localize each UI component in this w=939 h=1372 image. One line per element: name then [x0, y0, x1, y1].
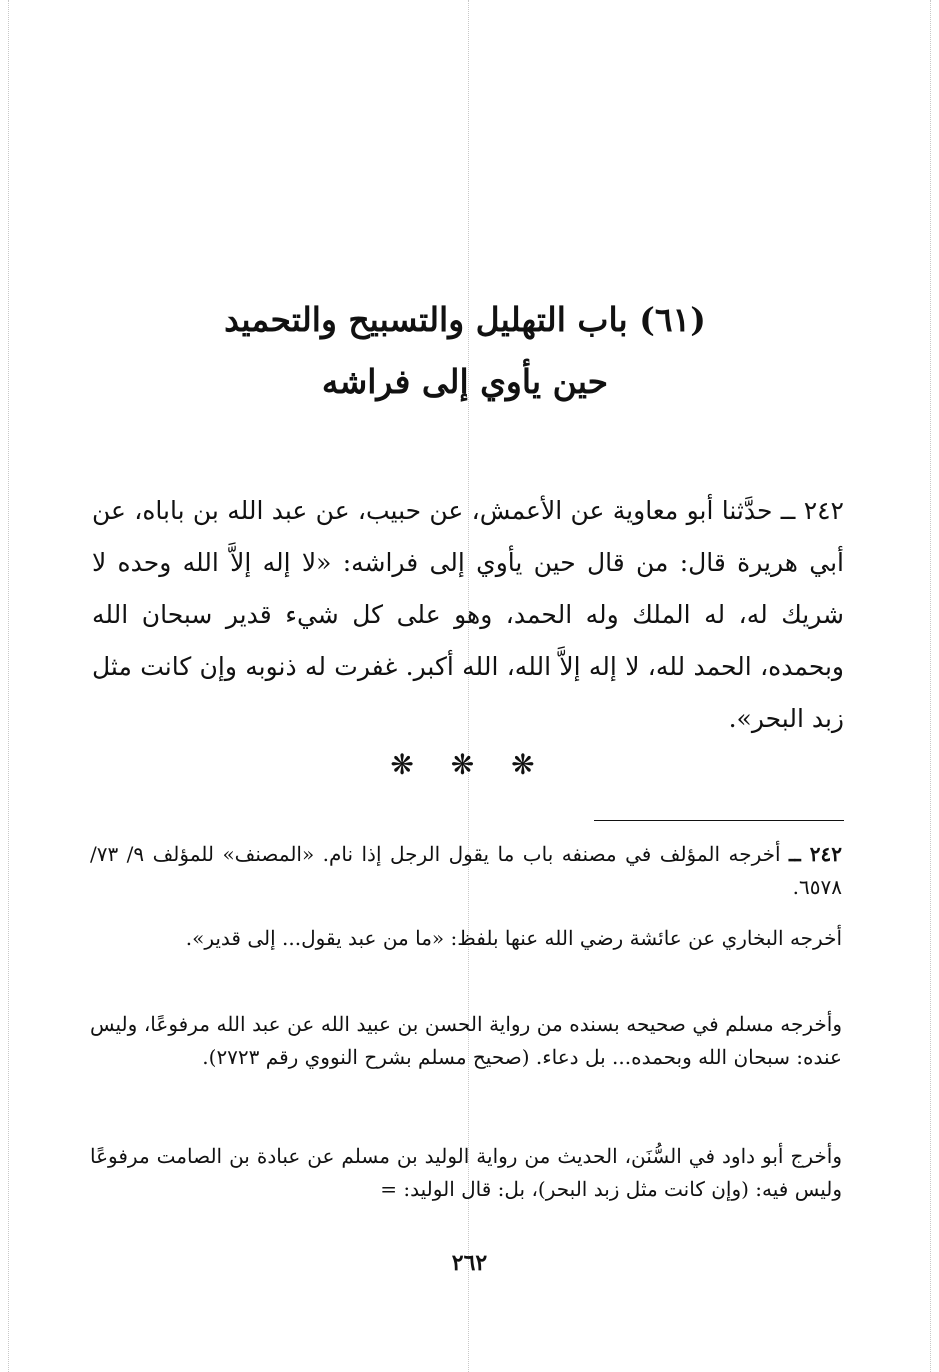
- scan-guide-line: [930, 0, 931, 1372]
- footnote-text: وأخرجه مسلم في صحيحه بسنده من رواية الحسن بن عبيد الله عن عبد الله مرفوعًا، وليس عنده: سبحان الله وبحمده... بل دعاء. (صحيح مسلم بشرح النووي رقم ٢٧٢٣).: [90, 1012, 842, 1069]
- footnote-number: ٢٤٢ ــ: [789, 842, 842, 866]
- footnote: [90, 838, 842, 904]
- footnote-text: أخرجه البخاري عن عائشة رضي الله عنها بلفظ: «ما من عبد يقول... إلى قدير».: [185, 926, 842, 950]
- footnote: [90, 922, 842, 955]
- page-number: ٢٦٢: [451, 1250, 488, 1276]
- scan-guide-line: [8, 0, 9, 1372]
- chapter-subtitle: حين يأوي إلى فراشه: [321, 362, 609, 401]
- section-separator: ❋ ❋ ❋: [390, 748, 549, 781]
- footnote-text: وأخرج أبو داود في السُّنَن، الحديث من رواية الوليد بن مسلم عن عبادة بن الصامت مرفوعًا وليس فيه: (وإن كانت مثل زبد البحر)، بل: قال الوليد: =: [90, 1144, 842, 1201]
- footnote-rule: [594, 820, 844, 821]
- chapter-title: (٦١) باب التهليل والتسبيح والتحميد: [224, 300, 706, 339]
- footnote-text: أخرجه المؤلف في مصنفه باب ما يقول الرجل إذا نام. «المصنف» للمؤلف ٩/ ٧٣/ ٦٥٧٨.: [90, 842, 842, 899]
- hadith-text: ٢٤٢ ــ حدَّثنا أبو معاوية عن الأعمش، عن حبيب، عن عبد الله بن باباه، عن أبي هريرة قال: من قال حين يأوي إلى فراشه: «لا إله إلاَّ الله وحده لا شريك له، له الملك وله الحمد، وهو على كل شيء قدير سبحان الله وبحمده، الحمد لله، لا إله إلاَّ الله، الله أكبر. غفرت له ذنوبه وإن كانت مثل زبد البحر».: [92, 496, 844, 733]
- footnote: [90, 1140, 842, 1206]
- footnote: [90, 1008, 842, 1074]
